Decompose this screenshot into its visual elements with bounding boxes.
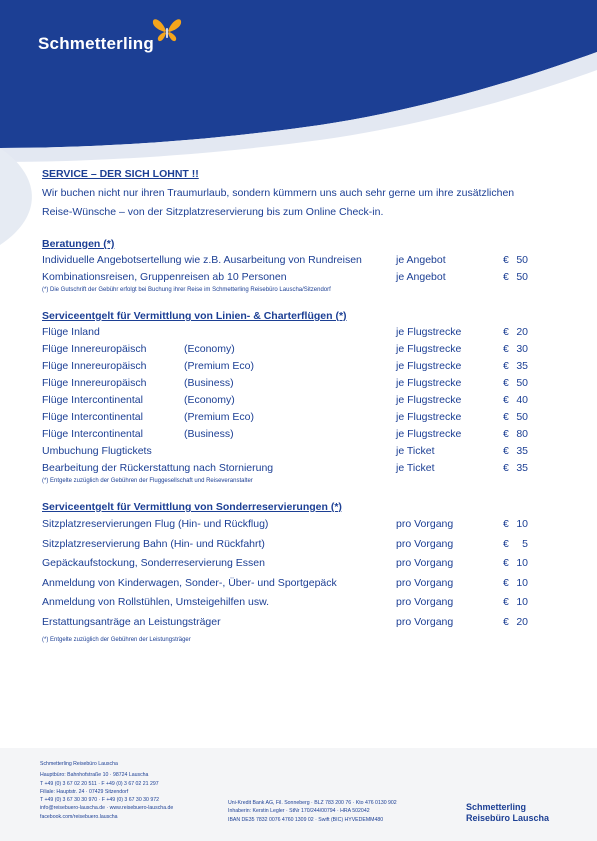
price-row	[42, 409, 542, 426]
footer-bank-line: Inhaberin: Kerstin Legler · StNr 170/244/00794 · HRA 502042	[228, 808, 370, 815]
row-description: Flüge Intercontinental	[42, 394, 143, 406]
intro-line-1: Wir buchen nicht nur ihren Traumurlaub, sondern kümmern uns auch sehr gerne um ihre zusätzlichen	[42, 187, 515, 199]
row-unit: je Flugstrecke	[396, 394, 462, 406]
row-description: Gepäckaufstockung, Sonderreservierung Essen	[42, 557, 265, 570]
price-row	[42, 252, 542, 269]
row-price: 10	[516, 518, 528, 530]
footer-facebook-link[interactable]: facebook.com/reisebuero.lauscha	[40, 813, 118, 820]
row-price: 50	[516, 411, 528, 423]
section-title: Serviceentgelt für Vermittlung von Sonderreservierungen (*)	[42, 501, 342, 513]
row-price: 50	[516, 271, 528, 283]
row-currency: €	[503, 360, 509, 372]
row-price: 20	[516, 615, 528, 628]
brand-logo-text: Schmetterling	[38, 34, 154, 53]
row-currency: €	[503, 394, 509, 406]
row-currency: €	[503, 343, 509, 355]
section-note: (*) Entgelte zuzüglich der Gebühren der Fluggesellschaft und Reiseveranstalter	[42, 478, 253, 484]
row-unit: je Flugstrecke	[396, 360, 462, 372]
price-row	[42, 515, 542, 535]
footer-address-line: T +49 (0) 3 67 02 20 511 · F +49 (0) 3 67 02 21 297	[40, 780, 159, 787]
footer-bank-info	[228, 799, 397, 824]
row-unit: je Angebot	[396, 254, 446, 266]
row-price: 40	[516, 394, 528, 406]
row-unit: je Flugstrecke	[396, 411, 462, 423]
row-description: Flüge Inland	[42, 326, 100, 338]
row-class: (Premium Eco)	[184, 411, 255, 423]
row-price: 80	[516, 428, 528, 440]
price-row	[42, 341, 542, 358]
footer-address-line: Schmetterling Reisebüro Lauscha	[40, 761, 118, 767]
row-price: 50	[516, 377, 528, 389]
price-row	[42, 324, 542, 341]
price-row	[42, 358, 542, 375]
row-currency: €	[503, 271, 509, 283]
row-price: 35	[516, 360, 528, 372]
row-description: Flüge Innereuropäisch	[42, 360, 147, 372]
section-note: (*) Entgelte zuzüglich der Gebühren der Leistungsträger	[42, 636, 191, 643]
row-unit: je Ticket	[396, 445, 435, 457]
footer-brand	[466, 802, 549, 824]
row-currency: €	[503, 428, 509, 440]
row-price: 35	[516, 445, 528, 457]
row-class: (Economy)	[184, 343, 235, 355]
butterfly-logo-icon	[152, 17, 182, 43]
row-currency: €	[503, 326, 509, 338]
intro-title: SERVICE – DER SICH LOHNT !!	[42, 168, 199, 180]
row-class: (Premium Eco)	[184, 360, 255, 372]
row-currency: €	[503, 518, 509, 530]
row-description: Sitzplatzreservierungen Flug (Hin- und Rückflug)	[42, 518, 269, 530]
price-row	[42, 269, 542, 286]
row-unit: je Angebot	[396, 271, 446, 283]
row-description: Umbuchung Flugtickets	[42, 445, 152, 457]
section-title: Beratungen (*)	[42, 238, 115, 250]
row-class: (Business)	[184, 428, 234, 440]
price-row	[42, 375, 542, 392]
row-description: Sitzplatzreservierung Bahn (Hin- und Rückfahrt)	[42, 537, 265, 550]
row-price: 5	[522, 537, 528, 550]
row-currency: €	[503, 557, 509, 570]
row-currency: €	[503, 445, 509, 457]
row-unit: je Flugstrecke	[396, 428, 462, 440]
row-price: 20	[516, 326, 528, 338]
intro-line-2: Reise-Wünsche – von der Sitzplatzreservierung bis zum Online Check-in.	[42, 206, 384, 218]
row-description: Bearbeitung der Rückerstattung nach Stornierung	[42, 462, 274, 474]
row-currency: €	[503, 596, 509, 609]
row-currency: €	[503, 537, 509, 550]
row-price: 30	[516, 343, 528, 355]
row-price: 35	[516, 462, 528, 474]
footer-address-line: Hauptbüro: Bahnhofstraße 10 · 98724 Lauscha	[40, 772, 149, 779]
footer-address	[40, 760, 173, 821]
row-unit: je Ticket	[396, 462, 435, 474]
row-currency: €	[503, 615, 509, 628]
row-currency: €	[503, 377, 509, 389]
row-unit: pro Vorgang	[396, 596, 454, 609]
row-description: Anmeldung von Rollstühlen, Umsteigehilfen usw.	[42, 596, 270, 609]
section-sonderreservierungen	[42, 501, 542, 643]
price-row	[42, 443, 542, 460]
footer	[0, 748, 597, 841]
section-title: Serviceentgelt für Vermittlung von Linien- & Charterflügen (*)	[42, 310, 347, 322]
price-row	[42, 535, 542, 555]
price-list-content	[42, 168, 542, 643]
row-description: Anmeldung von Kinderwagen, Sonder-, Über- und Sportgepäck	[42, 576, 337, 589]
row-description: Flüge Intercontinental	[42, 428, 143, 440]
price-row	[42, 574, 542, 594]
price-row	[42, 554, 542, 574]
footer-address-line: Filiale: Hauptstr. 24 · 07429 Sitzendorf	[40, 788, 129, 795]
row-price: 10	[516, 557, 528, 570]
price-row	[42, 392, 542, 409]
row-description: Flüge Innereuropäisch	[42, 343, 147, 355]
row-unit: pro Vorgang	[396, 576, 454, 589]
row-unit: je Flugstrecke	[396, 377, 462, 389]
row-description: Individuelle Angebotsertellung wie z.B. Ausarbeitung von Rundreisen	[42, 254, 362, 266]
row-currency: €	[503, 254, 509, 266]
row-price: 10	[516, 596, 528, 609]
row-unit: pro Vorgang	[396, 537, 454, 550]
price-row	[42, 613, 542, 633]
row-unit: pro Vorgang	[396, 557, 454, 570]
row-price: 10	[516, 576, 528, 589]
row-description: Flüge Innereuropäisch	[42, 377, 147, 389]
row-price: 50	[516, 254, 528, 266]
price-row	[42, 593, 542, 613]
price-row	[42, 460, 542, 477]
intro-text	[42, 184, 542, 222]
section-fluege	[42, 310, 542, 484]
row-class: (Business)	[184, 377, 234, 389]
row-class: (Economy)	[184, 394, 235, 406]
footer-bank-line: IBAN DE35 7832 0076 4760 1309 02 · Swift (BIC) HYVEDEMM480	[228, 816, 384, 823]
row-description: Flüge Intercontinental	[42, 411, 143, 423]
footer-brand-line-2: Reisebüro Lauscha	[466, 813, 550, 823]
row-currency: €	[503, 411, 509, 423]
row-unit: je Flugstrecke	[396, 326, 462, 338]
price-row	[42, 426, 542, 443]
row-unit: pro Vorgang	[396, 615, 454, 628]
row-currency: €	[503, 462, 509, 474]
footer-address-line: T +49 (0) 3 67 30 30 970 · F +49 (0) 3 67 30 30 972	[40, 797, 160, 804]
row-description: Kombinationsreisen, Gruppenreisen ab 10 Personen	[42, 271, 287, 283]
footer-brand-line-1: Schmetterling	[466, 802, 527, 812]
section-beratungen	[42, 238, 542, 293]
row-description: Erstattungsanträge an Leistungsträger	[42, 615, 221, 628]
row-currency: €	[503, 576, 509, 589]
section-note: (*) Die Gutschrift der Gebühr erfolgt bei Buchung ihrer Reise im Schmetterling Reisebüro Lauscha/Sitzendorf	[42, 287, 331, 293]
footer-email-web-link[interactable]: info@reisebuero-lauscha.de · www.reisebuero-lauscha.de	[40, 805, 174, 812]
footer-bank-line: Uni-Kredit Bank AG, Fil. Sonneberg · BLZ 783 200 76 · Kto 476 0130 902	[228, 800, 397, 806]
row-unit: pro Vorgang	[396, 518, 454, 530]
row-unit: je Flugstrecke	[396, 343, 462, 355]
